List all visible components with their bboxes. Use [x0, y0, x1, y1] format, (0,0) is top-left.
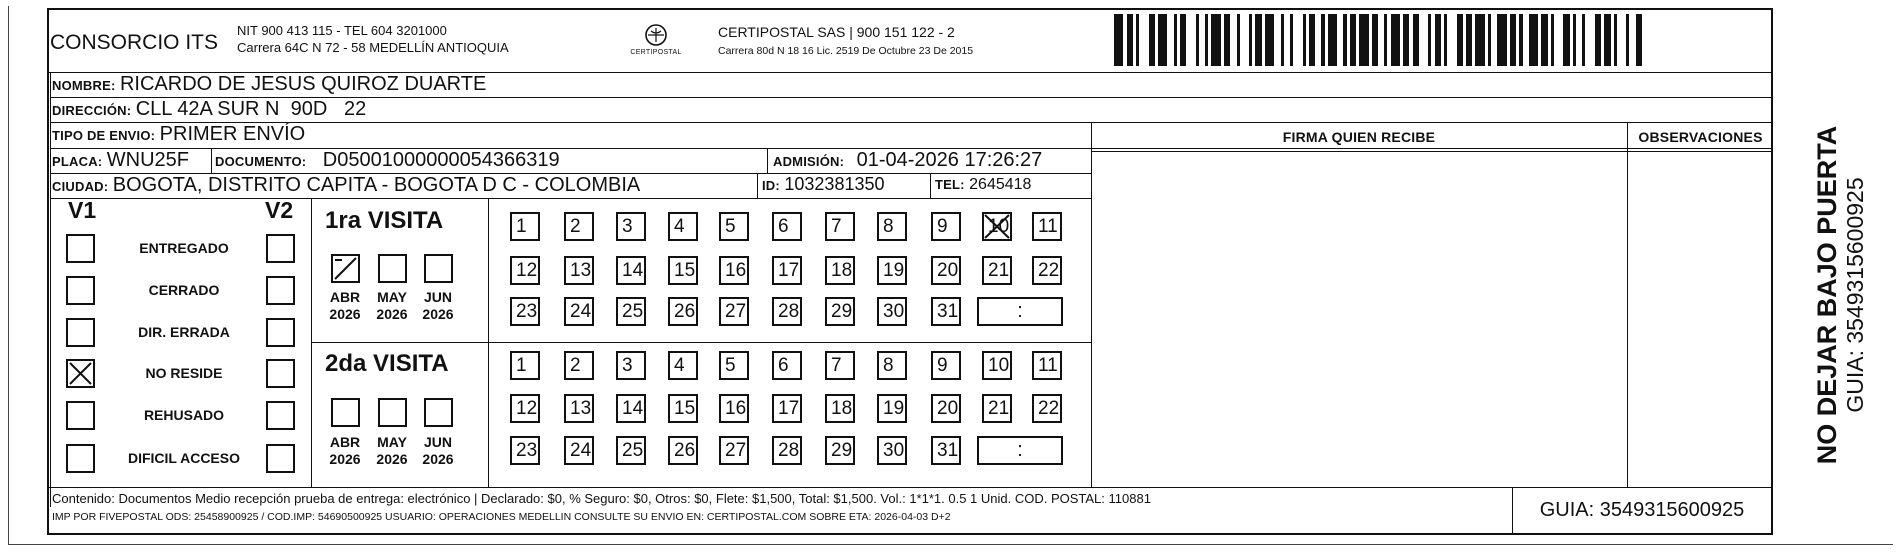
divider: [1091, 122, 1092, 487]
day-box[interactable]: 23: [510, 297, 540, 326]
divider: [1772, 72, 1773, 535]
footer-guia: GUIA: 3549315600925: [1539, 499, 1745, 521]
tipo-value: PRIMER ENVÍO: [159, 123, 306, 145]
day-box[interactable]: 14: [616, 394, 646, 423]
id-value: 1032381350: [784, 174, 885, 194]
day-box[interactable]: 22: [1032, 256, 1062, 285]
day-box[interactable]: 22: [1032, 394, 1062, 423]
day-box[interactable]: 20: [931, 256, 961, 285]
day-box[interactable]: 12: [510, 394, 540, 423]
day-box[interactable]: 15: [668, 394, 698, 423]
nombre-label: NOMBRE:: [52, 78, 116, 93]
day-box[interactable]: 6: [772, 212, 802, 241]
no-dejar-bajo-puerta: NO DEJAR BAJO PUERTA: [1812, 125, 1842, 465]
day-box[interactable]: 3: [616, 212, 646, 241]
month-year: 2026: [329, 451, 361, 467]
month-year: 2026: [376, 451, 408, 467]
admision-field: [773, 149, 1042, 172]
divider: [50, 72, 51, 507]
status-label: DIFICIL ACCESO: [127, 450, 240, 466]
v2-label: V2: [265, 197, 294, 223]
imp-text: IMP POR FIVEPOSTAL ODS: 25458900925 / COD.IMP: 54690500925 USUARIO: OPERACIONES MEDELLIN CONSULTE SU ENVIO EN: CERTIPOSTAL.COM SOBRE ETA: 2026-04-03 D+2: [52, 511, 951, 523]
day-box[interactable]: 19: [877, 256, 907, 285]
company-nit: NIT 900 413 115 - TEL 604 3201000: [237, 23, 447, 38]
month-label: [415, 434, 461, 468]
day-box[interactable]: 5: [719, 351, 749, 380]
divider: [767, 148, 768, 173]
v2-checkbox[interactable]: [266, 401, 295, 430]
divider: [50, 198, 1091, 199]
company-name: CONSORCIO ITS: [50, 31, 219, 54]
contenido-text: Contenido: Documentos Medio recepción prueba de entrega: electrónico | Declarado: $0, % Seguro: $0, Otros: $0, Flete: $1,500, Total: $1,500. Vol.: 1*1*1. 0.5 1 Unid. COD. POSTAL: 110881: [52, 491, 1151, 506]
tel-value: 2645418: [969, 176, 1032, 193]
v2-checkbox[interactable]: [266, 359, 295, 388]
divider: [211, 148, 212, 173]
day-box[interactable]: 27: [719, 297, 749, 326]
month-name: ABR: [329, 289, 361, 305]
status-label: DIR. ERRADA: [138, 324, 230, 340]
tel-label: TEL:: [935, 177, 965, 192]
day-box[interactable]: 25: [616, 297, 646, 326]
time-box[interactable]: :: [977, 436, 1063, 465]
month-checkbox[interactable]: [424, 398, 453, 427]
day-box[interactable]: 17: [772, 394, 802, 423]
day-box[interactable]: 8: [877, 351, 907, 380]
nombre-value: RICARDO DE JESUS QUIROZ DUARTE: [119, 73, 487, 95]
divider: [1627, 122, 1628, 487]
visit-title: 2da VISITA: [325, 350, 449, 377]
day-box[interactable]: 12: [510, 256, 540, 285]
day-box[interactable]: 2: [564, 212, 594, 241]
day-box[interactable]: 18: [825, 256, 855, 285]
divider: [47, 487, 1773, 488]
tipo-label: TIPO DE ENVIO:: [52, 128, 156, 143]
day-box[interactable]: 16: [719, 394, 749, 423]
ciudad-row: [52, 174, 640, 197]
day-box[interactable]: 15: [668, 256, 698, 285]
month-label: [415, 289, 461, 323]
v2-checkbox[interactable]: [266, 276, 295, 305]
day-box[interactable]: 21: [982, 394, 1012, 423]
day-box[interactable]: 1: [510, 212, 540, 241]
documento-field: [215, 149, 560, 172]
day-box[interactable]: 30: [877, 297, 907, 326]
placa-label: PLACA:: [52, 154, 103, 169]
day-box[interactable]: 31: [931, 297, 961, 326]
direccion-value: CLL 42A SUR N 90D 22: [135, 98, 367, 120]
day-box[interactable]: 28: [772, 297, 802, 326]
direccion-label: DIRECCIÓN:: [52, 103, 132, 118]
month-name: JUN: [423, 289, 452, 305]
v1-checkbox[interactable]: [66, 444, 95, 473]
placa-value: WNU25F: [106, 149, 189, 171]
day-box[interactable]: 10: [982, 212, 1012, 241]
divider: [50, 122, 1772, 123]
company-address: Carrera 64C N 72 - 58 MEDELLÍN ANTIOQUIA: [237, 40, 509, 55]
status-label: NO RESIDE: [145, 365, 223, 381]
admision-label: ADMISIÓN:: [773, 154, 845, 169]
time-box[interactable]: :: [977, 297, 1063, 326]
month-checkbox[interactable]: [331, 398, 360, 427]
day-box[interactable]: 9: [931, 351, 961, 380]
day-box[interactable]: 11: [1032, 351, 1062, 380]
day-box[interactable]: 29: [825, 436, 855, 465]
day-box[interactable]: 24: [564, 297, 594, 326]
day-box[interactable]: 24: [564, 436, 594, 465]
direccion-row: [52, 98, 366, 121]
firma-header: FIRMA QUIEN RECIBE: [1282, 129, 1436, 145]
day-box[interactable]: 31: [931, 436, 961, 465]
day-box[interactable]: 26: [668, 297, 698, 326]
ciudad-value: BOGOTA, DISTRITO CAPITA - BOGOTA D C - COLOMBIA: [112, 174, 641, 196]
month-name: MAY: [377, 289, 407, 305]
v1-checkbox[interactable]: [66, 276, 95, 305]
day-box[interactable]: 6: [772, 351, 802, 380]
tel-field: [935, 176, 1031, 194]
day-box[interactable]: 27: [719, 436, 749, 465]
month-year: 2026: [329, 306, 361, 322]
admision-value: 01-04-2026 17:26:27: [856, 149, 1043, 171]
day-box[interactable]: 28: [772, 436, 802, 465]
month-year: 2026: [376, 306, 408, 322]
status-label: CERRADO: [148, 282, 220, 298]
day-box[interactable]: 4: [668, 351, 698, 380]
month-year: 2026: [422, 306, 454, 322]
day-box[interactable]: 3: [616, 351, 646, 380]
v1-label: V1: [68, 197, 97, 223]
v2-checkbox[interactable]: [266, 444, 295, 473]
month-year: 2026: [422, 451, 454, 467]
day-box[interactable]: 18: [825, 394, 855, 423]
v1-checkbox[interactable]: [66, 359, 95, 388]
v1-checkbox[interactable]: [66, 401, 95, 430]
day-box[interactable]: 23: [510, 436, 540, 465]
v2-checkbox[interactable]: [266, 318, 295, 347]
divider: [1091, 151, 1772, 152]
month-name: ABR: [329, 434, 361, 450]
day-box[interactable]: 17: [772, 256, 802, 285]
documento-label: DOCUMENTO:: [215, 154, 307, 169]
month-name: JUN: [423, 434, 452, 450]
day-box[interactable]: 4: [668, 212, 698, 241]
v2-checkbox[interactable]: [266, 234, 295, 263]
day-box[interactable]: 20: [931, 394, 961, 423]
id-label: ID:: [762, 178, 780, 193]
v1-checkbox[interactable]: [66, 318, 95, 347]
day-box[interactable]: 9: [931, 212, 961, 241]
day-box[interactable]: 2: [564, 351, 594, 380]
documento-value: D05001000000054366319: [322, 149, 560, 171]
month-checkbox[interactable]: [424, 254, 453, 283]
month-label: [369, 434, 415, 468]
day-box[interactable]: 7: [825, 212, 855, 241]
observaciones-header: OBSERVACIONES: [1638, 129, 1763, 145]
month-label: [322, 289, 368, 323]
logo-text: CERTIPOSTAL: [630, 49, 682, 56]
id-field: [762, 174, 885, 195]
day-box[interactable]: 7: [825, 351, 855, 380]
day-box[interactable]: 26: [668, 436, 698, 465]
v1-checkbox[interactable]: [66, 234, 95, 263]
day-box[interactable]: 30: [877, 436, 907, 465]
day-box[interactable]: 14: [616, 256, 646, 285]
visit-title: 1ra VISITA: [325, 207, 444, 234]
divider: [757, 173, 758, 198]
day-box[interactable]: 1: [510, 351, 540, 380]
placa-row: [52, 149, 189, 172]
month-checkbox[interactable]: [378, 254, 407, 283]
day-box[interactable]: 5: [719, 212, 749, 241]
day-cross-mark: [982, 212, 1012, 246]
day-box[interactable]: 11: [1032, 212, 1062, 241]
day-box[interactable]: 13: [564, 394, 594, 423]
month-label: [369, 289, 415, 323]
side-guia: GUIA: 3549315600925: [1842, 177, 1868, 413]
tipo-row: [52, 123, 305, 146]
month-label: [322, 434, 368, 468]
status-label: REHUSADO: [143, 407, 225, 423]
day-box[interactable]: 13: [564, 256, 594, 285]
day-box[interactable]: 29: [825, 297, 855, 326]
certipostal-name: CERTIPOSTAL SAS | 900 151 122 - 2: [718, 24, 955, 40]
divider: [930, 173, 931, 198]
month-checkbox[interactable]: [331, 254, 360, 283]
day-box[interactable]: 19: [877, 394, 907, 423]
nombre-row: [52, 73, 486, 96]
day-box[interactable]: 8: [877, 212, 907, 241]
day-box[interactable]: 10: [982, 351, 1012, 380]
ciudad-label: CIUDAD:: [52, 179, 109, 194]
status-label: ENTREGADO: [139, 240, 229, 256]
day-box[interactable]: 25: [616, 436, 646, 465]
month-checkbox[interactable]: [378, 398, 407, 427]
day-box[interactable]: 21: [982, 256, 1012, 285]
divider: [311, 342, 1091, 343]
certipostal-address: Carrera 80d N 18 16 Lic. 2519 De Octubre 23 De 2015: [718, 45, 974, 57]
month-name: MAY: [377, 434, 407, 450]
day-box[interactable]: 16: [719, 256, 749, 285]
